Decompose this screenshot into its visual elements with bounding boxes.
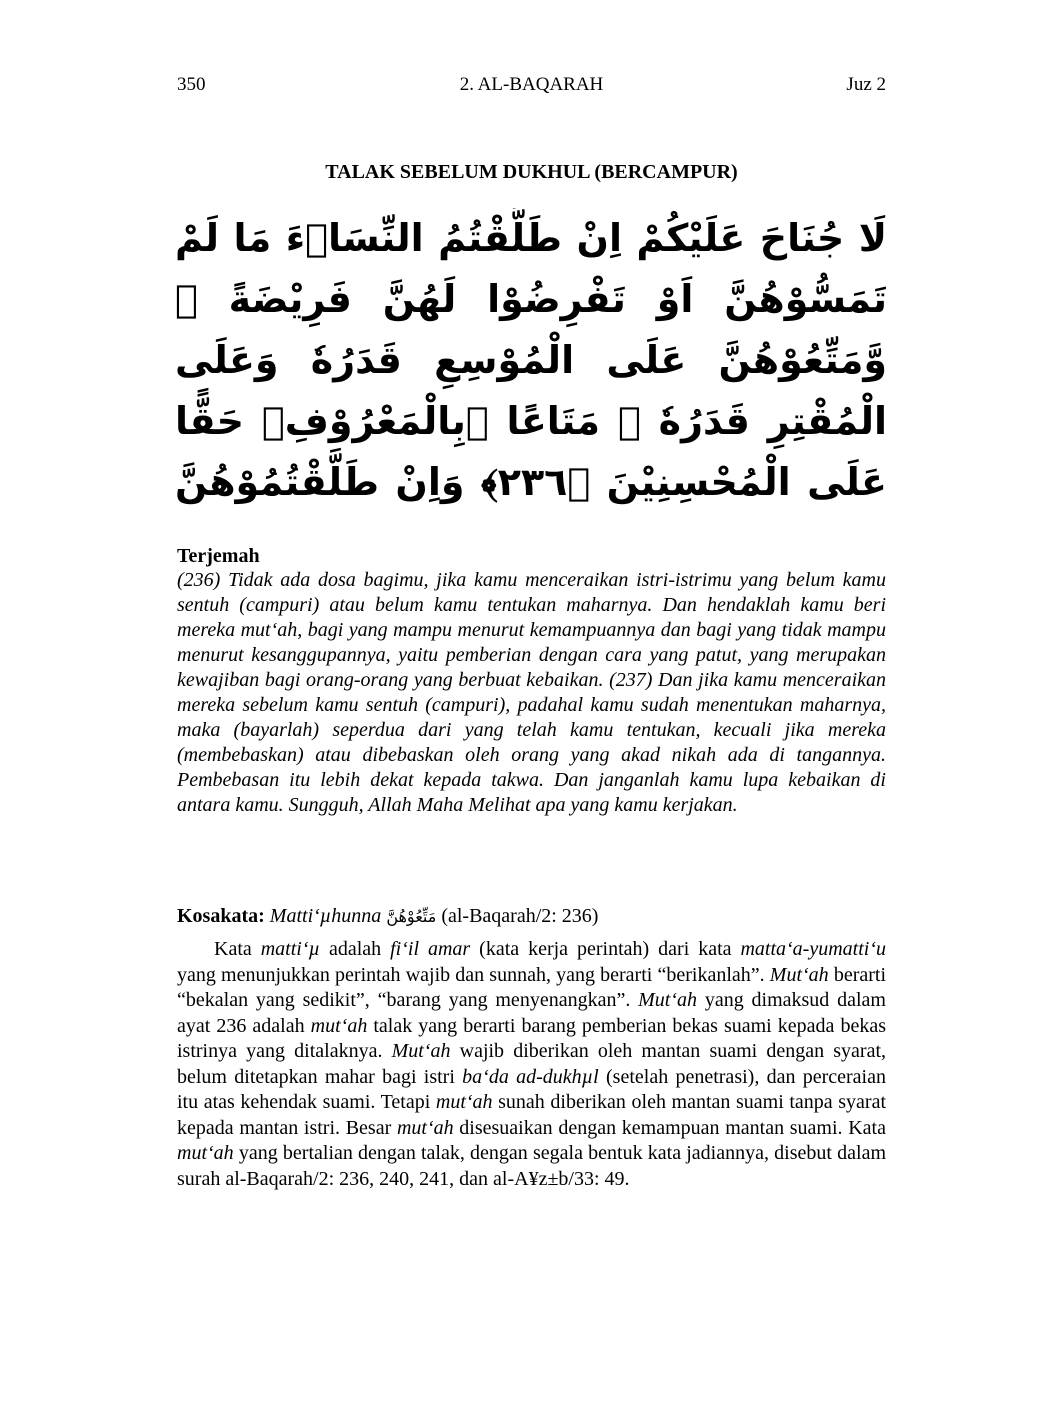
term-run: matta‘a-yumatti‘u xyxy=(740,938,886,960)
text-run: (setelah penetrasi), dan perceraian itu atas kehendak suami. Tetapi xyxy=(177,1065,886,1113)
text-run: berarti “bekalan yang sedikit”, “barang yang menyenangkan”. xyxy=(177,963,887,1011)
term-run: Mut‘ah xyxy=(769,963,829,986)
term-run: mut‘ah xyxy=(435,1091,493,1113)
terjemah-heading: Terjemah xyxy=(177,545,260,567)
term-run: fi‘il amar xyxy=(390,938,471,960)
chapter-title: 2. AL-BAQARAH xyxy=(459,74,604,95)
section-title: TALAK SEBELUM DUKHUL (BERCAMPUR) xyxy=(325,161,738,183)
text-run: sunah diberikan oleh mantan suami tanpa syarat kepada mantan istri. Besar xyxy=(177,1091,887,1139)
quran-verse-arabic: لَا جُنَاحَ عَلَيْكُمْ اِنْ طَلَّقْتُمُ النِّسَاۤءَ مَا لَمْ تَمَسُّوْهُنَّ اَوْ تَفْرِضُوْا لَهُنَّ فَرِيْضَةً ۖ وَّمَتِّعُوْهُنَّ عَلَى الْمُوْسِعِ قَدَرُهٗ وَعَلَى الْمُقْتِرِ قَدَرُهٗ ۚ مَتَاعًا ۢبِالْمَعْرُوْفِۚ حَقًّا عَلَى الْمُحْسِنِيْنَ ﴿٢٣٦﴾ وَاِنْ طَلَّقْتُمُوْهُنَّ xyxy=(175,216,887,504)
page-number: 350 xyxy=(177,74,206,95)
term-run: ba‘da ad-dukhµl xyxy=(462,1065,599,1088)
text-run: Kata xyxy=(214,938,261,960)
running-header xyxy=(177,72,886,98)
kosakata-label: Kosakata: xyxy=(177,905,265,927)
term-run: mut‘ah xyxy=(177,1142,234,1164)
kosakata-arabic: مَتِّعُوْهُنَّ xyxy=(386,907,437,926)
kosakata-paragraph xyxy=(177,937,886,1192)
terjemah-paragraph: (236) Tidak ada dosa bagimu, jika kamu menceraikan istri-istrimu yang belum kamu sentuh (campuri) atau belum kamu tentukan maharnya. Dan hendaklah kamu beri mereka mut‘ah, bagi yang mampu menurut kemampuannya dan bagi yang tidak mampu menurut kesanggupannya, yaitu pemberian dengan cara yang patut, yang merupakan kewajiban bagi orang-orang yang berbuat kebaikan. (237) Dan jika kamu menceraikan mereka sebelum kamu sentuh (campuri), padahal kamu sudah menentukan maharnya, maka (bayarlah) seperdua dari yang telah kamu tentukan, kecuali jika mereka (membebaskan) atau dibebaskan oleh orang yang akad nikah ada di tangannya. Pembebasan itu lebih dekat kepada takwa. Dan janganlah kamu lupa kebaikan di antara kamu. Sungguh, Allah Maha Melihat apa yang kamu kerjakan. xyxy=(177,569,886,816)
text-run: yang bertalian dengan talak, dengan segala bentuk kata jadiannya, disebut dalam surah al-Baqarah/2: 236, 240, 241, dan al-A¥z±b/33: 49. xyxy=(177,1142,886,1190)
text-run: yang menunjukkan perintah wajib dan sunnah, yang berarti “berikanlah”. xyxy=(177,963,770,986)
term-run: Mut‘ah xyxy=(391,1040,451,1062)
text-run: yang dimaksud dalam ayat 236 adalah xyxy=(177,989,886,1037)
text-run: (kata kerja perintah) dari kata xyxy=(470,938,741,960)
juz-label: Juz 2 xyxy=(846,74,886,95)
text-run: disesuaikan dengan kemampuan mantan suami. Kata xyxy=(453,1116,886,1139)
kosakata-reference: (al-Baqarah/2: 236) xyxy=(441,905,599,927)
text-run: wajib diberikan oleh mantan suami dengan syarat, belum ditetapkan mahar bagi istri xyxy=(177,1040,887,1088)
term-run: mut‘ah xyxy=(396,1116,454,1139)
term-run: Mut‘ah xyxy=(638,989,698,1011)
term-run: matti‘µ xyxy=(260,938,321,960)
text-run: talak yang berarti barang pemberian bekas suami kepada bekas istrinya yang ditalaknya. xyxy=(177,1014,887,1062)
text-run: adalah xyxy=(320,938,391,960)
term-run: mut‘ah xyxy=(310,1014,368,1037)
kosakata-heading xyxy=(177,902,886,931)
kosakata-term: Matti‘µhunna xyxy=(269,905,382,927)
